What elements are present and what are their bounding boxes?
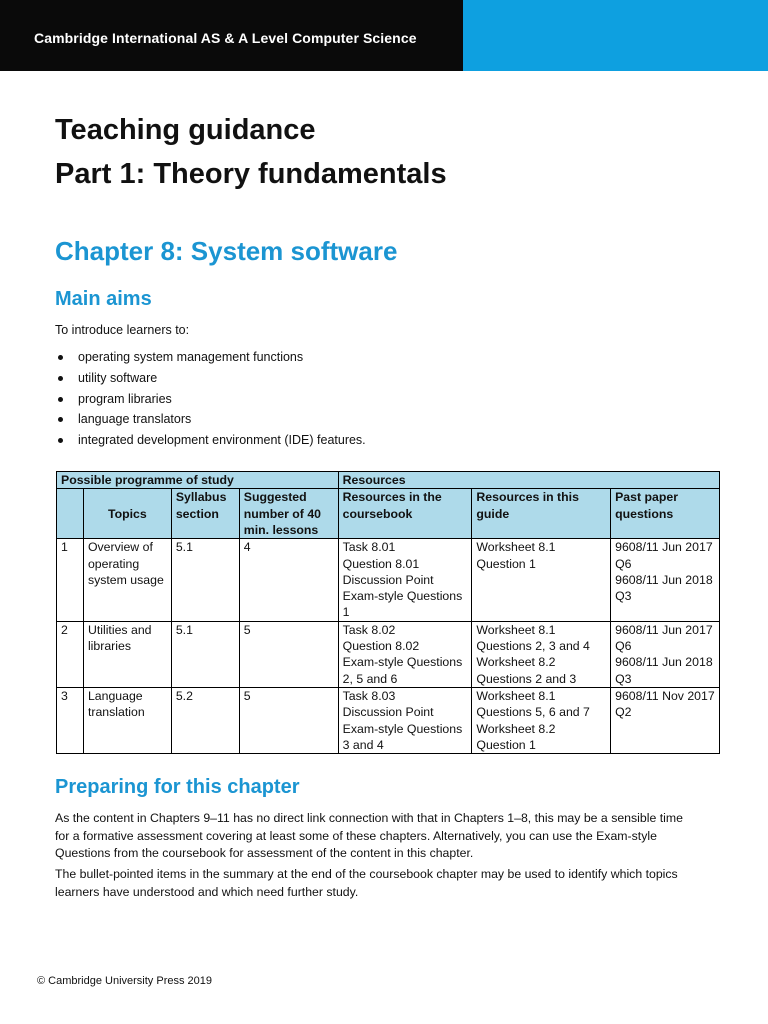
resource-line: Worksheet 8.2: [476, 655, 556, 670]
header-suggested-lessons: Suggested number of 40 min. lessons: [239, 489, 338, 539]
resource-line: Task 8.03: [342, 688, 396, 703]
resource-line: Worksheet 8.1: [476, 622, 556, 637]
page-title: [55, 108, 447, 196]
row-lessons: 4: [239, 539, 338, 621]
row-topic: Utilities and libraries: [83, 621, 171, 687]
resource-line: Worksheet 8.2: [476, 721, 556, 736]
past-paper-line: 9608/11 Jun 2018 Q3: [615, 572, 713, 604]
resource-line: Exam-style Questions 1: [342, 589, 463, 620]
main-aims-heading: Main aims: [55, 288, 152, 310]
header-topics: Topics: [83, 489, 171, 539]
study-programme-table: [56, 471, 720, 754]
table-column-header-row: [57, 489, 720, 539]
header-past-paper-questions: Past paper questions: [611, 489, 720, 539]
chapter-title: Chapter 8: System software: [55, 236, 398, 266]
resource-line: Question 8.02: [342, 639, 420, 654]
resource-line: Question 1: [476, 737, 536, 752]
row-past-papers: [611, 621, 720, 687]
header-number: [57, 489, 84, 539]
row-coursebook-resources: [338, 539, 472, 621]
past-paper-line: 9608/11 Nov 2017 Q2: [615, 688, 715, 720]
row-guide-resources: [472, 621, 611, 687]
resource-line: Discussion Point: [342, 705, 434, 720]
resource-line: Question 1: [476, 556, 536, 571]
row-number: 2: [57, 621, 84, 687]
table-section-header-row: [57, 472, 720, 489]
page-header: [0, 0, 768, 71]
past-paper-line: 9608/11 Jun 2017 Q6: [615, 540, 713, 571]
resource-line: Questions 5, 6 and 7: [476, 705, 590, 720]
resource-line: Discussion Point: [342, 572, 434, 587]
preparing-heading: Preparing for this chapter: [55, 776, 300, 798]
resource-line: Questions 2, 3 and 4: [476, 639, 590, 654]
page-title-line2: Part 1: Theory fundamentals: [55, 158, 447, 190]
row-past-papers: [611, 539, 720, 621]
row-topic: Overview of operating system usage: [83, 539, 171, 621]
table-row: [57, 687, 720, 753]
resource-line: Worksheet 8.1: [476, 688, 556, 703]
row-syllabus-section: 5.1: [171, 621, 239, 687]
row-lessons: 5: [239, 621, 338, 687]
row-syllabus-section: 5.1: [171, 539, 239, 621]
row-number: 3: [57, 687, 84, 753]
row-number: 1: [57, 539, 84, 621]
preparing-paragraph-1: As the content in Chapters 9–11 has no direct link connection with that in Chapters 1–8, this may be a sensible time for a formative assessment covering at least some of these chapters. Alternatively, you can use the Exam-style Questions from the coursebook for assessment of the content in this chapter.: [55, 811, 683, 860]
header-guide-resources: Resources in this guide: [472, 489, 611, 539]
table-row: [57, 621, 720, 687]
resource-line: Task 8.02: [342, 622, 396, 637]
main-aims-list: [55, 347, 366, 451]
aims-list-item: integrated development environment (IDE) features.: [55, 430, 366, 451]
header-coursebook-resources: Resources in the coursebook: [338, 489, 472, 539]
aims-list-item: language translators: [55, 409, 366, 430]
resource-line: Question 8.01: [342, 556, 420, 571]
table-row: [57, 539, 720, 621]
aims-list-item: program libraries: [55, 389, 366, 410]
row-lessons: 5: [239, 687, 338, 753]
page-title-line1: Teaching guidance: [55, 114, 316, 146]
row-guide-resources: [472, 539, 611, 621]
resource-line: Questions 2 and 3: [476, 671, 577, 686]
preparing-paragraph-2: The bullet-pointed items in the summary at the end of the coursebook chapter may be used to identify which topics learners have understood and which need further study.: [55, 867, 678, 899]
aims-list-item: utility software: [55, 368, 366, 389]
header-resources: Resources: [338, 472, 719, 489]
resource-line: Task 8.01: [342, 540, 396, 555]
row-guide-resources: [472, 687, 611, 753]
resource-line: Exam-style Questions 2, 5 and 6: [342, 655, 463, 686]
row-syllabus-section: 5.2: [171, 687, 239, 753]
row-topic: Language translation: [83, 687, 171, 753]
row-past-papers: [611, 687, 720, 753]
header-title: Cambridge International AS & A Level Computer Science: [34, 30, 417, 46]
main-aims-intro: To introduce learners to:: [55, 323, 190, 337]
aims-list-item: operating system management functions: [55, 347, 366, 368]
header-syllabus-section: Syllabus section: [171, 489, 239, 539]
row-coursebook-resources: [338, 687, 472, 753]
resource-line: Worksheet 8.1: [476, 540, 556, 555]
past-paper-line: 9608/11 Jun 2018 Q3: [615, 655, 713, 686]
past-paper-line: 9608/11 Jun 2017 Q6: [615, 622, 713, 654]
header-programme-of-study: Possible programme of study: [57, 472, 339, 489]
row-coursebook-resources: [338, 621, 472, 687]
resource-line: Exam-style Questions 3 and 4: [342, 721, 463, 752]
copyright-footer: © Cambridge University Press 2019: [37, 975, 213, 987]
header-blue-band: [463, 0, 768, 71]
